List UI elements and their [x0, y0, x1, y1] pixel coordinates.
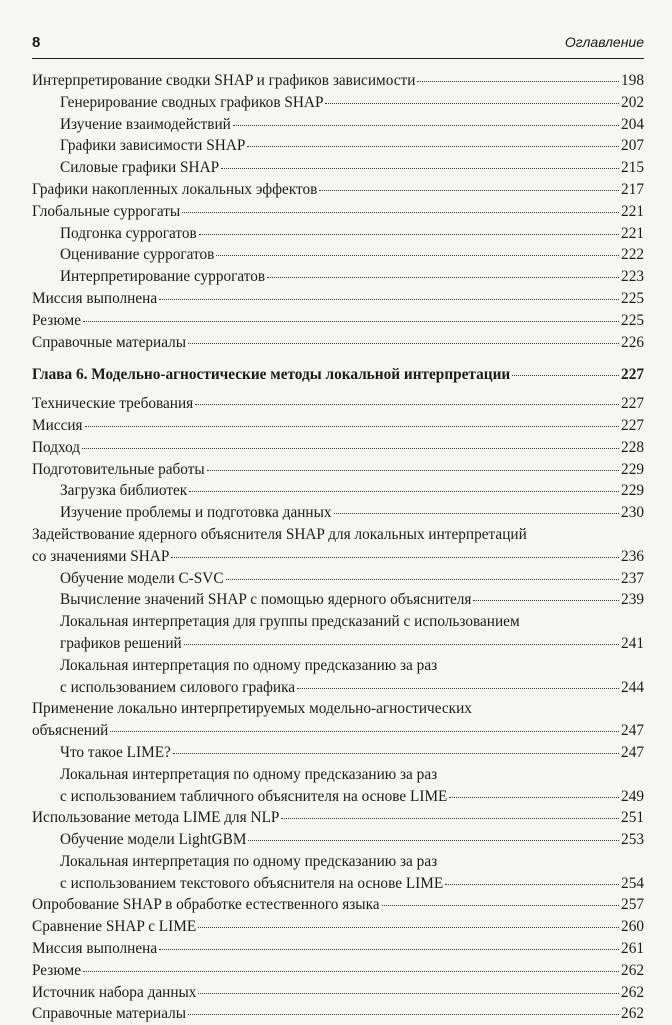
table-of-contents — [32, 70, 644, 1025]
toc-page-number: 215 — [621, 159, 644, 177]
dot-leader — [445, 884, 619, 885]
toc-entry[interactable] — [32, 179, 644, 201]
toc-page-number: 254 — [621, 874, 644, 892]
toc-entry-title: Использование метода LIME для NLP — [32, 809, 280, 827]
toc-entry[interactable] — [32, 960, 644, 982]
toc-entry-title: Генерирование сводных графиков SHAP — [60, 93, 324, 111]
toc-entry-title: объяснений — [32, 722, 109, 740]
toc-entry-title: Интерпретирование сводки SHAP и графиков зависимости — [32, 72, 416, 89]
toc-entry[interactable] — [32, 1003, 644, 1025]
toc-page-number: 222 — [621, 246, 644, 264]
dot-leader — [198, 993, 619, 994]
toc-entry-title: Миссия выполнена — [32, 289, 158, 307]
toc-page-number: 229 — [621, 482, 644, 500]
toc-page-number: 261 — [621, 940, 644, 958]
toc-entry[interactable] — [32, 742, 644, 764]
dot-leader — [382, 905, 619, 906]
toc-entry[interactable] — [32, 223, 644, 245]
toc-entry-title: Оценивание суррогатов — [60, 246, 215, 264]
toc-entry-title: Силовые графики SHAP — [60, 159, 220, 177]
toc-entry-title: Справочные материалы — [32, 1005, 187, 1023]
toc-entry-title: графиков решений — [60, 634, 182, 652]
toc-page-number: 227 — [621, 366, 644, 384]
toc-entry-title: Сравнение SHAP с LIME — [32, 918, 197, 936]
toc-entry[interactable] — [32, 437, 644, 459]
toc-page-number: 247 — [621, 743, 644, 761]
toc-entry-title-line: Локальная интерпретация по одному предсказанию за раз — [60, 765, 438, 783]
toc-page-number: 227 — [621, 395, 644, 413]
toc-entry[interactable] — [32, 916, 644, 938]
toc-entry[interactable] — [32, 611, 644, 655]
toc-entry-title: Изучение взаимодействий — [60, 115, 231, 133]
toc-entry[interactable] — [32, 244, 644, 266]
dot-leader — [221, 168, 619, 169]
toc-page-number: 262 — [621, 983, 644, 1001]
toc-page-number: 262 — [621, 1005, 644, 1023]
toc-entry-title: Графики зависимости SHAP — [60, 137, 246, 155]
toc-entry-title-line: Локальная интерпретация для группы предсказаний с использованием — [60, 613, 520, 631]
dot-leader — [207, 470, 619, 471]
dot-leader — [171, 557, 619, 558]
toc-entry-title: Интерпретирование суррогатов — [60, 268, 266, 286]
toc-page-number: 221 — [621, 224, 644, 242]
toc-entry-title: Изучение проблемы и подготовка данных — [60, 504, 332, 522]
page-number: 8 — [32, 34, 41, 51]
toc-entry[interactable] — [32, 524, 644, 568]
toc-entry-title: Подготовительные работы — [32, 460, 205, 478]
toc-entry[interactable] — [32, 266, 644, 288]
toc-entry-title-line: Локальная интерпретация по одному предсказанию за раз — [60, 656, 438, 674]
dot-leader — [334, 513, 620, 514]
toc-entry-title-line: Применение локально интерпретируемых модельно-агностических — [32, 700, 472, 718]
toc-page-number: 223 — [621, 268, 644, 286]
toc-page-number: 237 — [621, 569, 644, 587]
toc-page-number: 204 — [621, 115, 644, 133]
toc-entry[interactable] — [32, 92, 644, 114]
toc-page-number: 239 — [621, 591, 644, 609]
toc-entry[interactable] — [32, 415, 644, 437]
toc-entry[interactable] — [32, 568, 644, 590]
toc-entry[interactable] — [32, 480, 644, 502]
toc-entry-title: Подход — [32, 438, 81, 456]
dot-leader — [417, 81, 619, 82]
toc-chapter-heading[interactable] — [32, 364, 644, 386]
toc-entry-title: Обучение модели LightGBM — [60, 831, 247, 849]
toc-entry-title: Резюме — [32, 311, 82, 329]
toc-entry[interactable] — [32, 114, 644, 136]
toc-entry-title-line: Задействование ядерного объяснителя SHAP для локальных интерпретаций — [32, 525, 527, 543]
dot-leader — [281, 818, 619, 819]
toc-entry-title: Миссия выполнена — [32, 940, 158, 958]
toc-entry[interactable] — [32, 201, 644, 223]
toc-page-number: 241 — [621, 634, 644, 652]
dot-leader — [199, 234, 619, 235]
toc-entry[interactable] — [32, 655, 644, 699]
toc-entry[interactable] — [32, 698, 644, 742]
toc-page-number: 225 — [621, 289, 644, 307]
toc-entry-title: Что такое LIME? — [60, 743, 171, 761]
toc-entry-title: со значениями SHAP — [32, 547, 170, 565]
toc-entry-title: Опробование SHAP в обработке естественного языка — [32, 896, 380, 914]
toc-entry[interactable] — [32, 393, 644, 415]
toc-entry[interactable] — [32, 70, 644, 92]
dot-leader — [319, 190, 619, 191]
toc-entry-title-line: Локальная интерпретация по одному предсказанию за раз — [60, 852, 438, 870]
dot-leader — [473, 600, 619, 601]
toc-entry[interactable] — [32, 829, 644, 851]
dot-leader — [226, 579, 620, 580]
toc-entry-title: Источник набора данных — [32, 983, 197, 1001]
dot-leader — [85, 426, 619, 427]
dot-leader — [83, 321, 619, 322]
dot-leader — [182, 212, 619, 213]
toc-entry-title: Технические требования — [32, 395, 194, 413]
dot-leader — [195, 404, 619, 405]
dot-leader — [233, 125, 619, 126]
dot-leader — [188, 343, 619, 344]
toc-page-number: 229 — [621, 460, 644, 478]
toc-entry-title: Загрузка библиотек — [60, 482, 188, 500]
toc-page-number: 207 — [621, 137, 644, 155]
dot-leader — [173, 753, 619, 754]
toc-page-number: 226 — [621, 333, 644, 351]
toc-page-number: 260 — [621, 918, 644, 936]
dot-leader — [247, 146, 619, 147]
toc-entry[interactable] — [32, 851, 644, 895]
running-title: Оглавление — [564, 34, 644, 50]
toc-entry[interactable] — [32, 938, 644, 960]
toc-entry-title: Миссия — [32, 416, 83, 434]
toc-entry-title: Резюме — [32, 961, 82, 979]
toc-page-number: 262 — [621, 961, 644, 979]
dot-leader — [297, 688, 619, 689]
dot-leader — [248, 840, 619, 841]
toc-page-number: 198 — [621, 72, 644, 89]
toc-page-number: 249 — [621, 787, 644, 805]
dot-leader — [267, 277, 619, 278]
toc-entry[interactable] — [32, 332, 644, 354]
toc-entry[interactable] — [32, 764, 644, 808]
toc-page-number: 251 — [621, 809, 644, 827]
dot-leader — [188, 1014, 619, 1015]
dot-leader — [325, 103, 619, 104]
toc-page-number: 202 — [621, 93, 644, 111]
toc-entry[interactable] — [32, 157, 644, 179]
toc-entry[interactable] — [32, 288, 644, 310]
toc-entry[interactable] — [32, 502, 644, 524]
toc-entry-title: Справочные материалы — [32, 333, 187, 351]
toc-page-number: 230 — [621, 504, 644, 522]
dot-leader — [82, 448, 619, 449]
toc-entry[interactable] — [32, 459, 644, 481]
dot-leader — [159, 949, 619, 950]
toc-entry-title: с использованием текстового объяснителя на основе LIME — [60, 874, 444, 892]
dot-leader — [449, 797, 619, 798]
toc-page-number: 244 — [621, 678, 644, 696]
toc-page-number: 253 — [621, 831, 644, 849]
dot-leader — [512, 375, 619, 376]
dot-leader — [189, 491, 619, 492]
dot-leader — [110, 731, 619, 732]
toc-entry-title: Вычисление значений SHAP с помощью ядерного объяснителя — [60, 591, 472, 609]
toc-entry-title: с использованием табличного объяснителя на основе LIME — [60, 787, 448, 805]
toc-entry[interactable] — [32, 807, 644, 829]
toc-entry[interactable] — [32, 310, 644, 332]
toc-entry-title: Подгонка суррогатов — [60, 224, 197, 242]
toc-page-number: 227 — [621, 416, 644, 434]
toc-page-number: 257 — [621, 896, 644, 914]
dot-leader — [159, 299, 619, 300]
toc-entry-title: Графики накопленных локальных эффектов — [32, 180, 318, 198]
toc-page-number: 217 — [621, 180, 644, 198]
toc-entry-title: Глава 6. Модельно-агностические методы локальной интерпретации — [32, 366, 511, 384]
toc-page-number: 221 — [621, 202, 644, 220]
toc-entry[interactable] — [32, 982, 644, 1004]
toc-entry[interactable] — [32, 589, 644, 611]
page-header — [32, 34, 644, 59]
toc-entry[interactable] — [32, 135, 644, 157]
toc-entry-title: Обучение модели C-SVC — [60, 569, 224, 587]
toc-page-number: 228 — [621, 438, 644, 456]
toc-entry[interactable] — [32, 894, 644, 916]
toc-entry-title: Глобальные суррогаты — [32, 202, 181, 220]
toc-page-number: 236 — [621, 547, 644, 565]
dot-leader — [184, 644, 619, 645]
toc-entry-title: с использованием силового графика — [60, 678, 296, 696]
dot-leader — [83, 971, 619, 972]
dot-leader — [198, 927, 619, 928]
dot-leader — [216, 255, 619, 256]
toc-page-number: 225 — [621, 311, 644, 329]
toc-page-number: 247 — [621, 722, 644, 740]
